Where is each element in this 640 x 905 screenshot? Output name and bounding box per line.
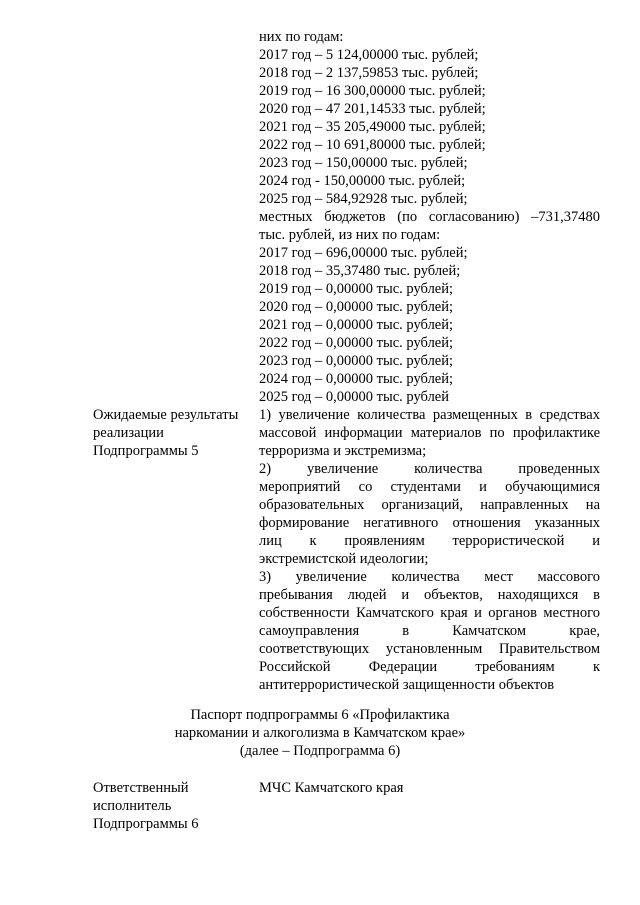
regional-year-2021: 2021 год – 35 205,49000 тыс. рублей; (259, 119, 486, 135)
item1-line-3: терроризма и экстремизма; (259, 443, 427, 459)
regional-year-2025: 2025 год – 584,92928 тыс. рублей; (259, 191, 468, 207)
regional-year-2022: 2022 год – 10 691,80000 тыс. рублей; (259, 137, 486, 153)
local-year-2025: 2025 год – 0,00000 тыс. рублей (259, 389, 450, 405)
expected-results-label-3: Подпрограммы 5 (93, 443, 199, 459)
local-year-2020: 2020 год – 0,00000 тыс. рублей; (259, 299, 454, 315)
expected-results-item-3 (259, 568, 600, 694)
item1-line-1: 1) увеличение количества размещенных в средствах (259, 407, 600, 423)
responsible-value: МЧС Камчатского края (259, 780, 404, 796)
item3-line-6: Российской Федерации требованиям к (259, 659, 600, 675)
item3-line-1: 3) увеличение количества мест массового (259, 569, 600, 585)
regional-year-2017: 2017 год – 5 124,00000 тыс. рублей; (259, 47, 479, 63)
subprogram6-title-3: (далее – Подпрограмма 6) (239, 743, 401, 759)
item1-line-2: массовой информации материалов по профилактике (259, 425, 600, 441)
local-year-2018: 2018 год – 35,37480 тыс. рублей; (259, 263, 461, 279)
local-budget-line-2: тыс. рублей, из них по годам: (259, 227, 441, 243)
item2-line-6: экстремистской идеологии; (259, 551, 429, 567)
subprogram6-title-1: Паспорт подпрограммы 6 «Профилактика (190, 707, 450, 723)
regional-year-2024: 2024 год - 150,00000 тыс. рублей; (259, 173, 466, 189)
expected-results-label-2: реализации (93, 425, 164, 441)
item3-line-3: собственности Камчатского края и органов местного (259, 605, 600, 621)
local-year-2017: 2017 год – 696,00000 тыс. рублей; (259, 245, 468, 261)
subprogram6-title-2: наркомании и алкоголизма в Камчатском крае» (174, 725, 466, 741)
local-year-2021: 2021 год – 0,00000 тыс. рублей; (259, 317, 454, 333)
local-year-2023: 2023 год – 0,00000 тыс. рублей; (259, 353, 454, 369)
item2-line-3: образовательных организаций, направленных на (259, 497, 600, 513)
item2-line-2: мероприятий со студентами и обучающимися (259, 479, 600, 495)
local-year-2019: 2019 год – 0,00000 тыс. рублей; (259, 281, 454, 297)
expected-results-label-1: Ожидаемые результаты (93, 407, 239, 423)
item2-line-5: лиц к проявлениям террористической и (259, 533, 600, 549)
funding-header-tail: них по годам: (259, 29, 344, 45)
item3-line-5: соответствующих установленным Правительством (259, 641, 600, 657)
item2-line-1: 2) увеличение количества проведенных (259, 461, 600, 477)
expected-results-item-1 (259, 406, 600, 460)
local-year-2022: 2022 год – 0,00000 тыс. рублей; (259, 335, 454, 351)
responsible-label-3: Подпрограммы 6 (93, 816, 199, 832)
local-budget-line-1: местных бюджетов (по согласованию) –731,37480 (259, 209, 600, 225)
regional-year-2020: 2020 год – 47 201,14533 тыс. рублей; (259, 101, 486, 117)
local-year-2024: 2024 год – 0,00000 тыс. рублей; (259, 371, 454, 387)
responsible-label-1: Ответственный (93, 780, 189, 796)
item2-line-4: формирование негативного отношения указанных (259, 515, 600, 531)
local-budget-summary (259, 208, 600, 226)
item3-line-4: самоуправления в Камчатском крае, (259, 623, 600, 639)
item3-line-2: пребывания людей и объектов, находящихся в (259, 587, 600, 603)
regional-year-2019: 2019 год – 16 300,00000 тыс. рублей; (259, 83, 486, 99)
item3-line-7: антитеррористической защищенности объектов (259, 677, 555, 693)
expected-results-item-2 (259, 460, 600, 568)
regional-year-2023: 2023 год – 150,00000 тыс. рублей; (259, 155, 468, 171)
responsible-label-2: исполнитель (93, 798, 172, 814)
regional-year-2018: 2018 год – 2 137,59853 тыс. рублей; (259, 65, 479, 81)
